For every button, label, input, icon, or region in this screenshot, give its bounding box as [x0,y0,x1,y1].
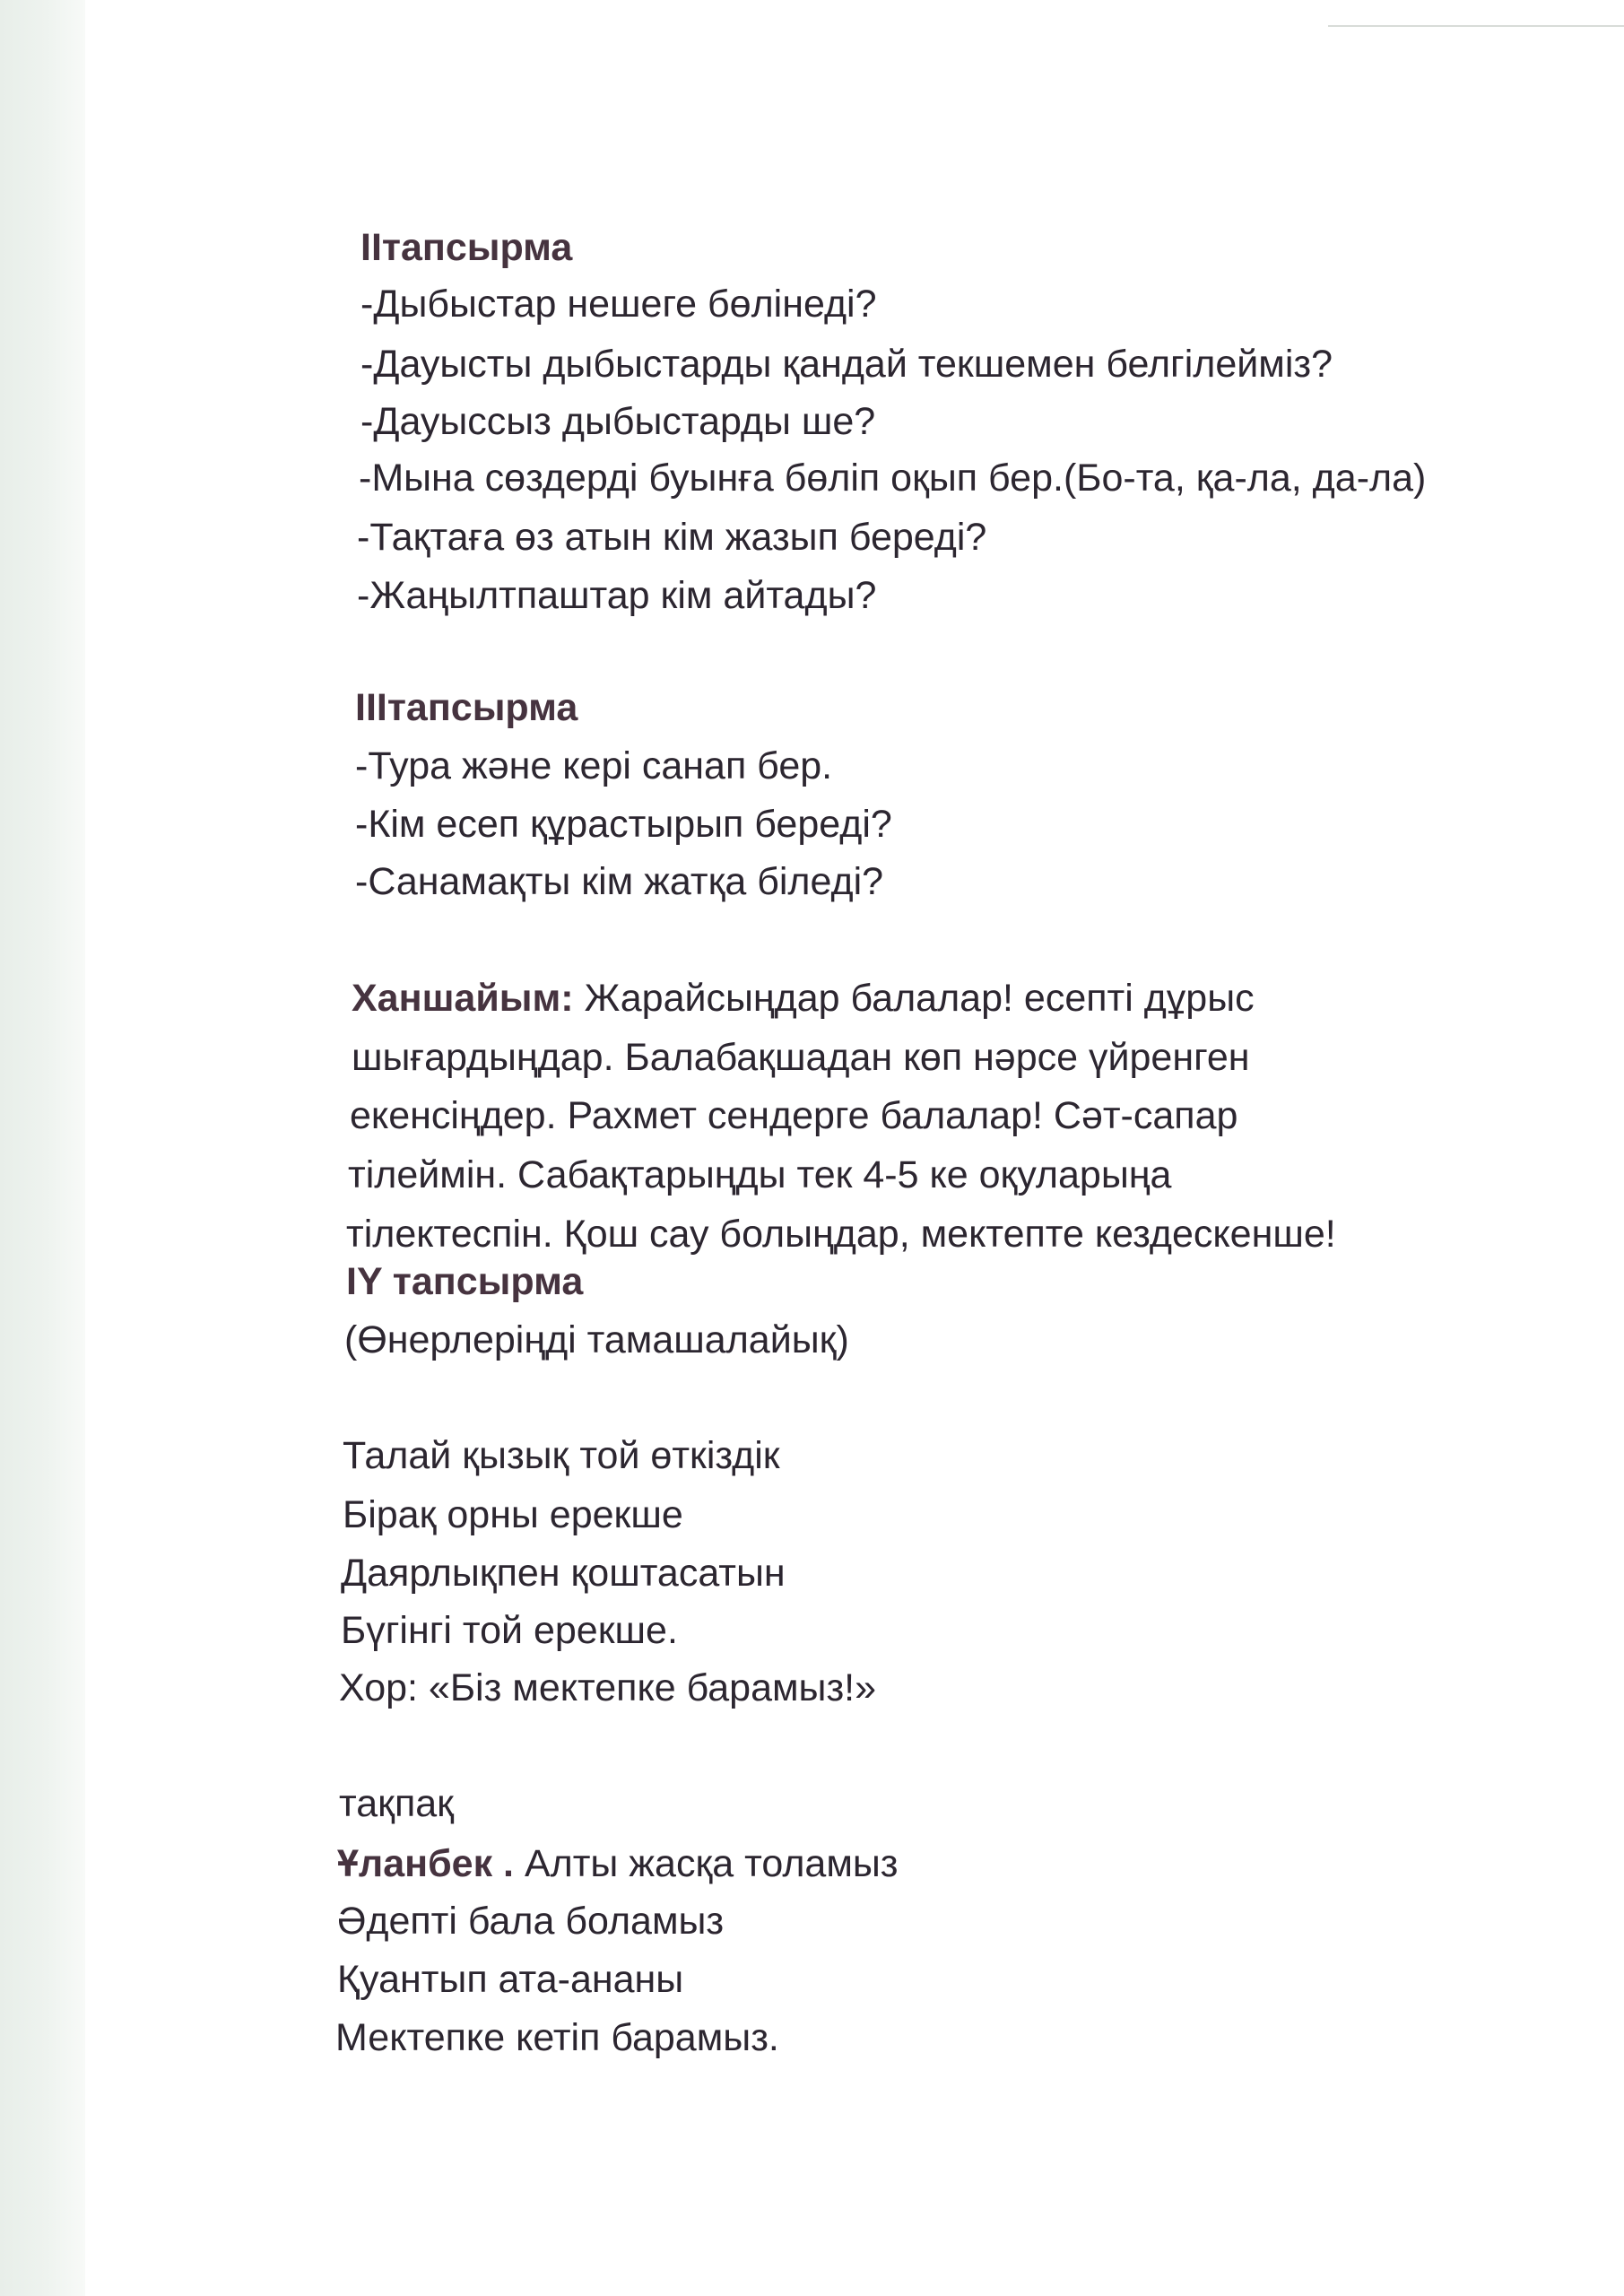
section-3-heading: ІІІтапсырма [355,686,578,729]
section-4-heading: ІY тапсырма [346,1260,584,1303]
section-3-line: -Тура және кері санап бер. [355,744,833,787]
poem-line: Хор: «Біз мектепке барамыз!» [339,1666,877,1709]
takpak-line: Мектепке кетіп барамыз. [335,2016,779,2059]
section-2-line: -Жаңылтпаштар кім айтады? [357,574,877,617]
speaker-khanshaiym: Ханшайым: [352,977,574,1020]
section-2-line: -Тақтаға өз атын кім жазып береді? [357,516,987,559]
speech-line: екенсіңдер. Рахмет сендерге балалар! Сәт-сапар [350,1094,1238,1137]
takpak-line: Әдепті бала боламыз [337,1900,725,1943]
speech-line: тілеймін. Сабақтарыңды тек 4-5 ке оқуларыңа [348,1153,1172,1196]
section-2-line: -Дыбыстар нешеге бөлінеді? [360,283,877,326]
takpak-line: Қуантып ата-ананы [337,1958,684,2001]
poem-line: Бүгінгі той ерекше. [341,1609,678,1652]
speaker-ulanbek: Ұланбек . [337,1842,515,1885]
khanshaiym-line-1 [352,979,1255,1018]
takpak-title: тақпақ [339,1782,454,1825]
section-2-heading: ІІтапсырма [360,226,573,269]
section-2-line: -Дауыссыз дыбыстарды ше? [360,400,876,443]
section-2-line: -Дауысты дыбыстарды қандай текшемен белгілейміз? [360,343,1333,386]
poem-line: Талай қызық той өткіздік [343,1434,780,1477]
poem-line: Даярлықпен қоштасатын [341,1552,786,1595]
section-3-line: -Кім есеп құрастырып береді? [355,803,892,846]
takpak-line-1 [337,1842,899,1885]
speech-line: шығардыңдар. Балабақшадан көп нәрсе үйренген [352,1036,1250,1079]
speech-text: Жарайсыңдар балалар! есепті дұрыс [584,977,1255,1020]
poem-line: Бірақ орны ерекше [343,1493,683,1536]
section-4-subtitle: (Өнерлеріңді тамашалайық) [344,1318,849,1361]
takpak-first-line: Алты жасқа толамыз [524,1842,899,1885]
section-3-line: -Санамақты кім жатқа біледі? [355,860,884,903]
speech-line: тілектеспін. Қош сау болыңдар, мектепте кездескенше! [346,1213,1336,1256]
section-2-line: -Мына сөздерді буынға бөліп оқып бер.(Бо-та, қа-ла, да-ла) [359,457,1427,500]
